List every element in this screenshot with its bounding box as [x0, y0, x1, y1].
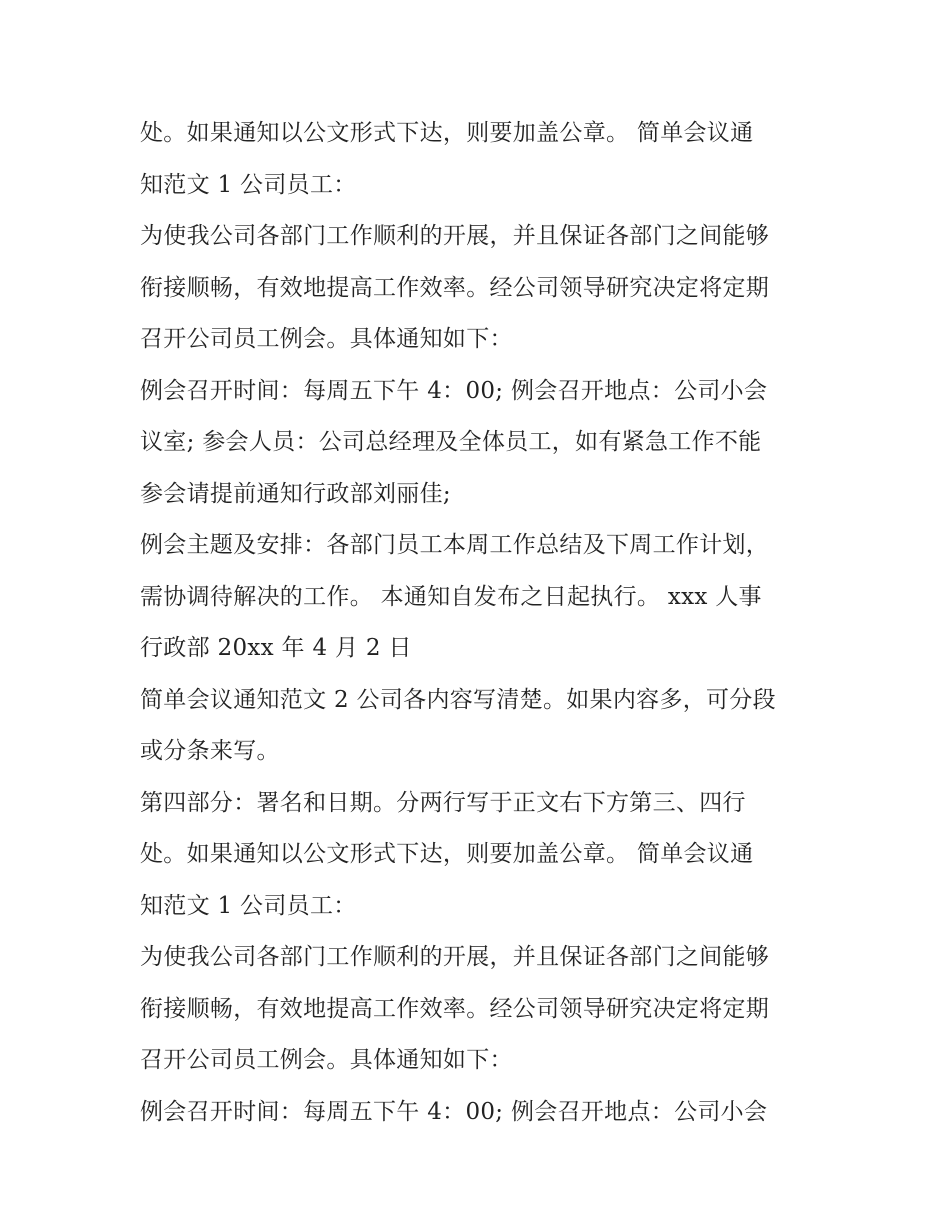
text-line: 知范文 1 公司员工： [140, 892, 357, 919]
text-line: 例会召开时间：每周五下午 4：00; 例会召开地点：公司小会 [140, 1098, 768, 1125]
text-line: 衔接顺畅，有效地提高工作效率。经公司领导研究决定将定期 [140, 995, 770, 1022]
text-line: 例会主题及安排：各部门员工本周工作总结及下周工作计划， [140, 532, 770, 558]
text-line: 知范文 1 公司员工： [140, 171, 357, 198]
text-line: 或分条来写。 [140, 738, 280, 764]
text-line: 需协调待解决的工作。 本通知自发布之日起执行。 xxx 人事 [140, 583, 762, 610]
text-line: 衔接顺畅，有效地提高工作效率。经公司领导研究决定将定期 [140, 274, 770, 301]
text-line: 议室; 参会人员：公司总经理及全体员工，如有紧急工作不能 [140, 429, 762, 455]
text-line: 处。如果通知以公文形式下达，则要加盖公章。 简单会议通 [140, 120, 754, 146]
text-line: 参会请提前通知行政部刘丽佳; [140, 480, 451, 507]
document-body [140, 108, 820, 1138]
text-line: 例会召开时间：每周五下午 4：00; 例会召开地点：公司小会 [140, 377, 768, 404]
text-line: 为使我公司各部门工作顺利的开展，并且保证各部门之间能够 [140, 223, 770, 249]
text-line: 召开公司员工例会。具体通知如下： [140, 326, 513, 352]
text-line: 召开公司员工例会。具体通知如下： [140, 1047, 513, 1073]
text-line: 第四部分：署名和日期。分两行写于正文右下方第三、四行 [140, 789, 746, 816]
text-line: 简单会议通知范文 2 公司各内容写清楚。如果内容多，可分段 [140, 686, 776, 713]
text-line: 处。如果通知以公文形式下达，则要加盖公章。 简单会议通 [140, 841, 754, 867]
text-line: 行政部 20xx 年 4 月 2 日 [140, 635, 412, 661]
text-line: 为使我公司各部门工作顺利的开展，并且保证各部门之间能够 [140, 944, 770, 970]
